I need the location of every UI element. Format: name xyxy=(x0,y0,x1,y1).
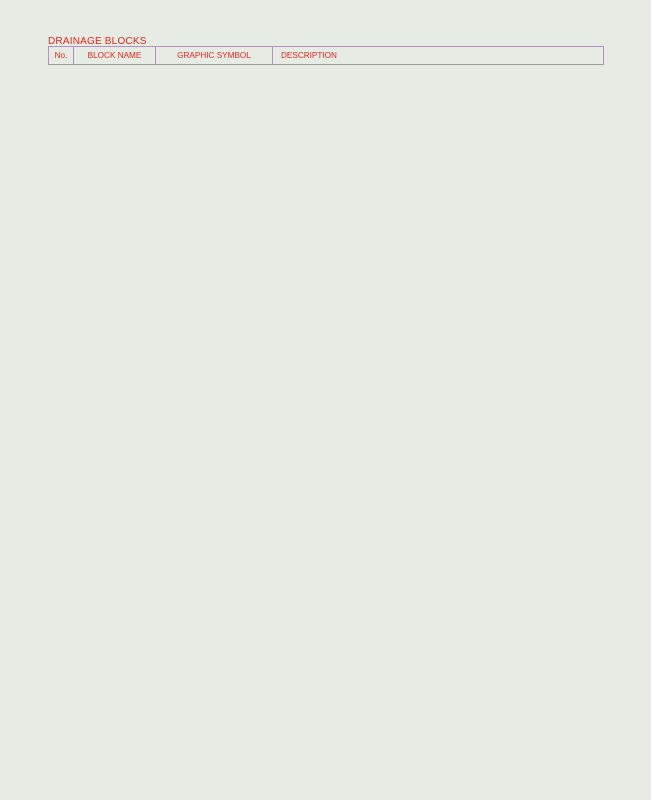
header-no: No. xyxy=(49,47,74,65)
header-block-name: BLOCK NAME xyxy=(74,47,156,65)
table-header-row xyxy=(49,47,604,65)
sheet-title: DRAINAGE BLOCKS xyxy=(48,36,147,47)
header-graphic-symbol: GRAPHIC SYMBOL xyxy=(156,47,273,65)
header-description: DESCRIPTION xyxy=(273,47,604,65)
drainage-blocks-table xyxy=(48,46,604,65)
